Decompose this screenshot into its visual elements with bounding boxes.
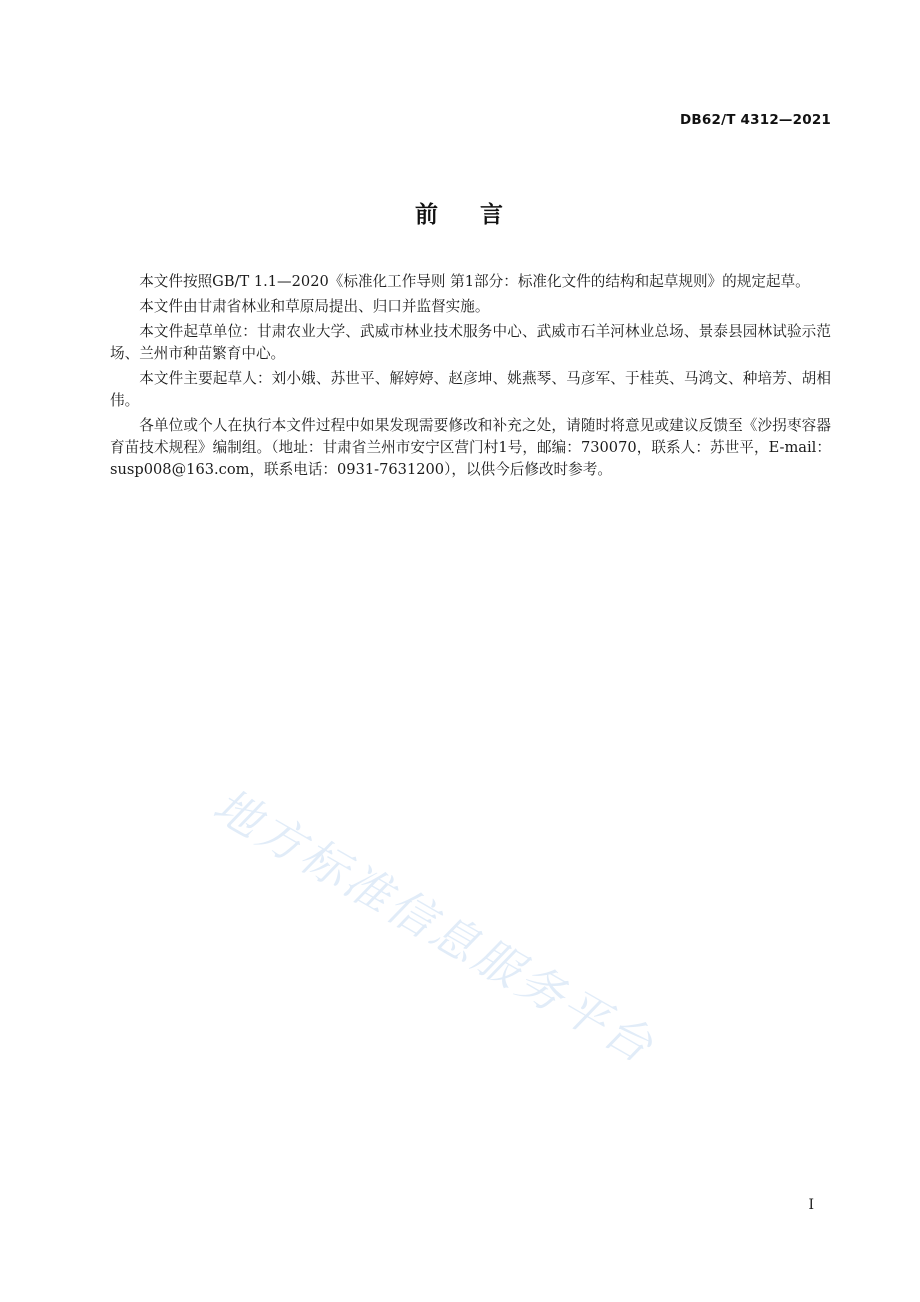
paragraph-drafting-units: 本文件起草单位：甘肃农业大学、武威市林业技术服务中心、武威市石羊河林业总场、景泰县园林试验示范场、兰州市种苗繁育中心。 (110, 323, 831, 362)
paragraph-drafting-basis: 本文件按照GB/T 1.1—2020《标准化工作导则 第1部分：标准化文件的结构和起草规则》的规定起草。 (139, 273, 810, 290)
watermark: 地方标准信息服务平台 (204, 777, 665, 1075)
page-title: 前 言 (414, 202, 506, 228)
page-number: I (808, 1197, 814, 1213)
preface-body (110, 271, 831, 484)
document-code: DB62/T 4312—2021 (680, 112, 831, 128)
paragraph-proposer: 本文件由甘肃省林业和草原局提出、归口并监督实施。 (139, 298, 490, 315)
paragraph-drafters: 本文件主要起草人：刘小娥、苏世平、解婷婷、赵彦坤、姚燕琴、马彦军、于桂英、马鸿文、种培芳、胡相伟。 (110, 370, 831, 409)
paragraph-feedback: 各单位或个人在执行本文件过程中如果发现需要修改和补充之处，请随时将意见或建议反馈至《沙拐枣容器育苗技术规程》编制组。（地址：甘肃省兰州市安宁区营门村1号，邮编：730070，联系人：苏世平，E-mail：susp008@163.com，联系电话：0931-7631200），以供今后修改时参考。 (110, 417, 831, 478)
